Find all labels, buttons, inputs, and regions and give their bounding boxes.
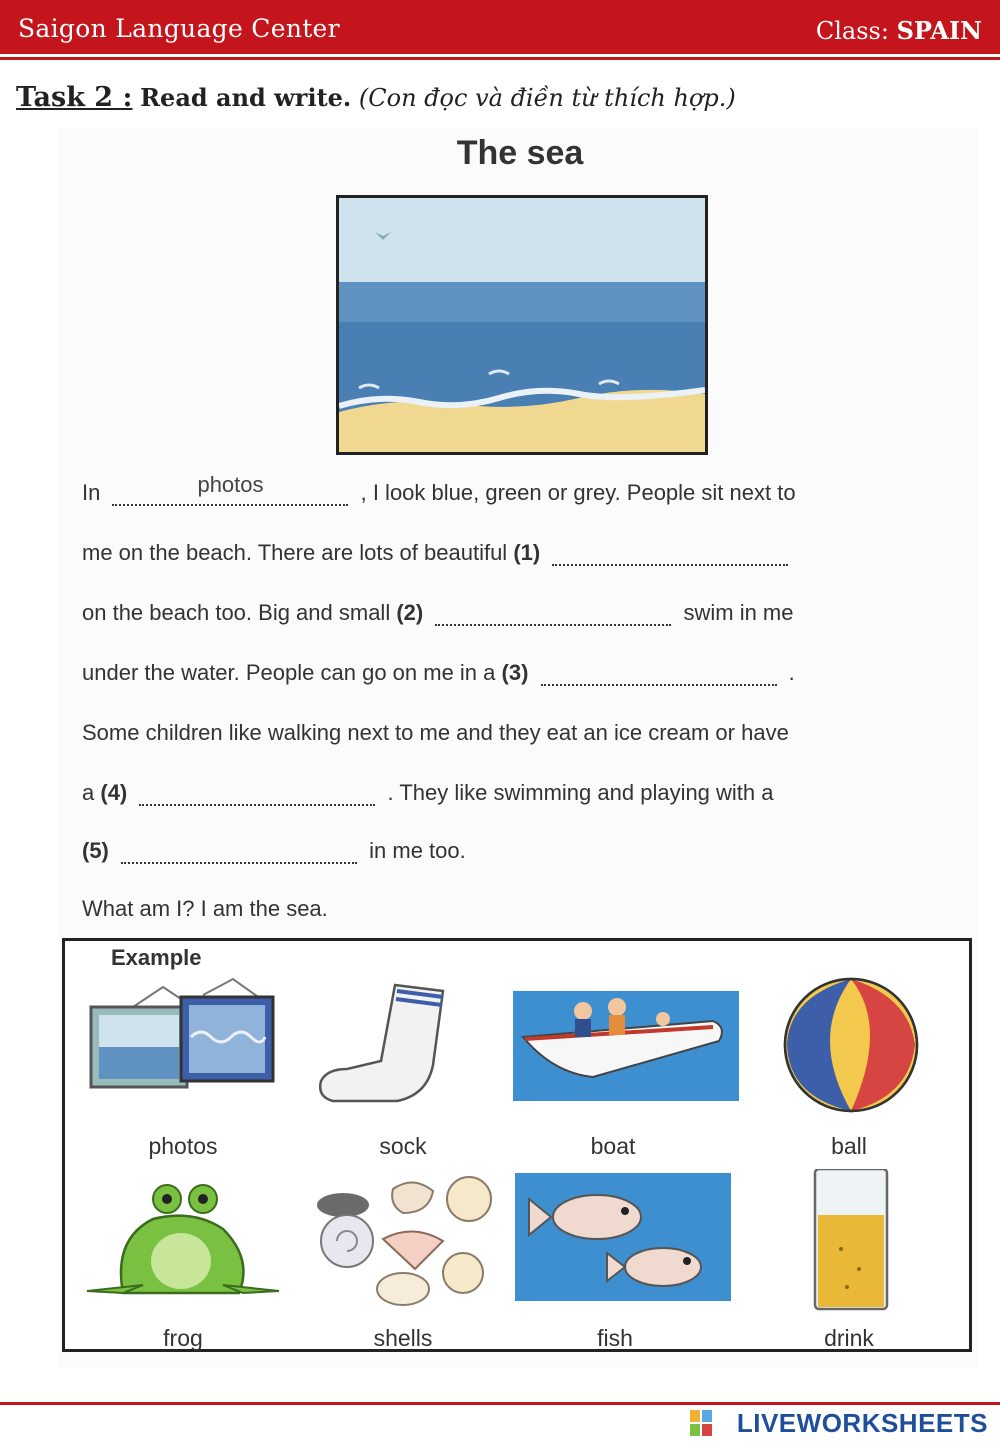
word-card-fish xyxy=(515,1169,715,1359)
example-label: Example xyxy=(111,945,202,970)
word-caption: sock xyxy=(379,1133,427,1159)
passage-line-7 xyxy=(82,838,466,864)
blank-3[interactable] xyxy=(541,664,777,686)
passage-text: . xyxy=(788,660,795,685)
word-caption: photos xyxy=(148,1133,218,1159)
word-caption: ball xyxy=(831,1133,867,1159)
frog-icon xyxy=(83,1169,283,1319)
task-title: Read and write. xyxy=(140,83,352,112)
class-prefix: Class: xyxy=(815,17,889,45)
passage-line-2 xyxy=(82,540,794,566)
blank-4[interactable] xyxy=(139,784,375,806)
blank-number-1: (1) xyxy=(513,540,541,565)
passage-text: in me too. xyxy=(369,838,466,863)
sea-scene-drawing xyxy=(339,198,705,452)
brand-name: LIVEWORKSHEETS xyxy=(736,1408,988,1438)
shells-icon xyxy=(303,1169,503,1319)
sock-icon xyxy=(303,977,503,1127)
example-word-box xyxy=(62,938,972,1352)
word-caption: shells xyxy=(373,1325,433,1351)
word-caption: boat xyxy=(590,1133,636,1159)
word-card-shells xyxy=(303,1169,503,1359)
blank-number-4: (4) xyxy=(100,780,128,805)
center-name: Saigon Language Center xyxy=(18,14,340,43)
word-caption: frog xyxy=(163,1325,203,1351)
blank-number-5: (5) xyxy=(82,838,109,863)
example-answer: photos xyxy=(197,472,264,497)
drink-icon xyxy=(749,1169,949,1319)
blank-5[interactable] xyxy=(121,842,357,864)
class-label xyxy=(816,16,982,45)
word-card-photos xyxy=(83,977,283,1167)
word-card-drink xyxy=(749,1169,949,1359)
word-card-ball xyxy=(749,977,949,1167)
class-name: SPAIN xyxy=(896,16,982,45)
task-instruction: (Con đọc và điền từ thích hợp.) xyxy=(358,84,736,112)
liveworksheets-logo-icon xyxy=(690,1410,712,1436)
passage-text: What am I? I am the sea. xyxy=(82,896,328,921)
task-number: Task 2 : xyxy=(16,82,133,113)
worksheet-title: The sea xyxy=(456,134,584,172)
passage-line-1 xyxy=(82,472,796,506)
passage-line-8 xyxy=(82,896,328,922)
fish-icon xyxy=(515,1169,735,1319)
footer-rule xyxy=(0,1402,1000,1405)
word-card-boat xyxy=(513,977,713,1167)
word-caption: drink xyxy=(824,1325,874,1351)
task-heading xyxy=(16,82,736,113)
blank-2[interactable] xyxy=(435,604,671,626)
sea-scene-image xyxy=(336,195,708,455)
word-caption: fish xyxy=(597,1325,633,1351)
passage-line-4 xyxy=(82,660,795,686)
passage-line-3 xyxy=(82,600,794,626)
blank-1[interactable] xyxy=(552,544,788,566)
passage-text: Some children like walking next to me and they eat an ice cream or have xyxy=(82,720,789,745)
passage-text: under the water. People can go on me in a xyxy=(82,660,496,685)
word-card-frog xyxy=(83,1169,283,1359)
boat-icon xyxy=(513,977,739,1127)
passage-text: me on the beach. There are lots of beautiful xyxy=(82,540,508,565)
blank-number-2: (2) xyxy=(396,600,424,625)
passage-text: In xyxy=(82,480,101,505)
blank-number-3: (3) xyxy=(501,660,529,685)
header-rule xyxy=(0,57,1000,60)
passage-text: , I look blue, green or grey. People sit next to xyxy=(360,480,796,505)
ball-icon xyxy=(749,977,949,1127)
passage-line-6 xyxy=(82,780,774,806)
photos-icon xyxy=(83,977,283,1127)
passage-line-5 xyxy=(82,720,789,746)
blank-example[interactable] xyxy=(112,472,348,506)
passage-text: on the beach too. Big and small xyxy=(82,600,391,625)
passage-text: . They like swimming and playing with a xyxy=(387,780,774,805)
passage-text: swim in me xyxy=(683,600,794,625)
word-card-sock xyxy=(303,977,503,1167)
passage-text: a xyxy=(82,780,95,805)
